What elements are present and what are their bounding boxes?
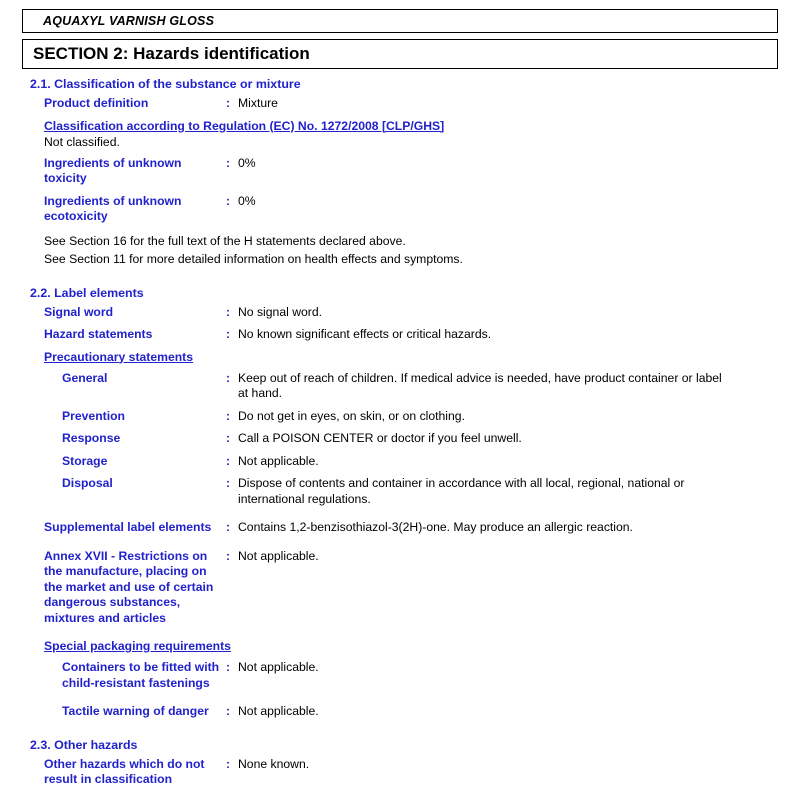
spacer	[30, 508, 778, 520]
disposal-label: Disposal	[62, 476, 113, 490]
spacer	[30, 627, 778, 639]
colon-separator: :	[226, 327, 231, 341]
general-label: General	[62, 370, 108, 385]
colon-separator: :	[226, 431, 231, 445]
colon-separator: :	[226, 408, 231, 423]
product-definition-value: Mixture	[238, 96, 278, 110]
row-prevention	[30, 409, 778, 425]
annex-xvii-label: Annex XVII - Restrictions on the manufacture, placing on the market and use of certain dangerous substances, mixtures and articles	[44, 548, 214, 625]
classification-regulation-link[interactable]: Classification according to Regulation (EC) No. 1272/2008 [CLP/GHS]	[44, 118, 445, 133]
colon-separator: :	[226, 756, 231, 771]
general-value: Keep out of reach of children. If medical advice is needed, have product container or label at hand.	[238, 370, 722, 400]
hazard-statements-value: No known significant effects or critical hazards.	[238, 327, 492, 341]
section-title-box	[22, 39, 778, 69]
special-packaging-link-row	[30, 639, 778, 654]
storage-label: Storage	[62, 453, 108, 468]
row-general	[30, 371, 778, 402]
colon-separator: :	[226, 548, 231, 563]
supplemental-label: Supplemental label elements	[44, 520, 212, 534]
row-annex-xvii	[30, 549, 778, 627]
supplemental-value: Contains 1,2-benzisothiazol-3(2H)-one. May produce an allergic reaction.	[238, 520, 633, 534]
section-title: SECTION 2: Hazards identification	[33, 44, 310, 63]
colon-separator: :	[226, 476, 231, 490]
colon-separator: :	[226, 96, 231, 110]
disposal-value: Dispose of contents and container in accordance with all local, regional, national or international regulations.	[238, 476, 685, 506]
colon-separator: :	[226, 520, 231, 534]
prevention-value: Do not get in eyes, on skin, or on clothing.	[238, 408, 465, 423]
row-disposal	[30, 476, 778, 507]
colon-separator: :	[226, 193, 231, 208]
row-other-hazards	[30, 757, 778, 788]
unknown-ecotoxicity-value: 0%	[238, 193, 256, 208]
row-product-definition	[30, 96, 778, 112]
tactile-warning-value: Not applicable.	[238, 704, 319, 718]
prevention-label: Prevention	[62, 408, 125, 423]
precautionary-statements-link[interactable]: Precautionary statements	[44, 349, 194, 364]
signal-word-label: Signal word	[44, 304, 114, 319]
row-supplemental-label-elements	[30, 520, 778, 536]
child-resistant-label: Containers to be fitted with child-resistant fastenings	[62, 660, 220, 690]
subsection-heading-2-2: 2.2. Label elements	[30, 285, 144, 300]
row-tactile-warning	[30, 704, 778, 720]
classification-link-row	[30, 119, 778, 134]
row-hazard-statements	[30, 327, 778, 343]
colon-separator: :	[226, 660, 231, 674]
colon-separator: :	[226, 304, 231, 319]
colon-separator: :	[226, 155, 231, 170]
spacer	[30, 226, 778, 232]
note-section-11: See Section 11 for more detailed information on health effects and symptoms.	[44, 251, 463, 266]
other-hazards-label: Other hazards which do not result in classification	[44, 756, 205, 786]
signal-word-value: No signal word.	[238, 304, 322, 319]
row-response	[30, 431, 778, 447]
document-header	[22, 9, 778, 33]
special-packaging-requirements-link[interactable]: Special packaging requirements	[44, 639, 231, 653]
hazard-statements-label: Hazard statements	[44, 327, 153, 341]
other-hazards-value: None known.	[238, 756, 310, 771]
section-content	[22, 77, 778, 788]
subsection-heading-2-1: 2.1. Classification of the substance or mixture	[30, 77, 301, 91]
colon-separator: :	[226, 370, 231, 385]
colon-separator: :	[226, 704, 231, 718]
row-storage	[30, 454, 778, 470]
subsection-heading-2-3: 2.3. Other hazards	[30, 737, 138, 752]
product-name: AQUAXYL VARNISH GLOSS	[43, 14, 215, 28]
row-signal-word	[30, 305, 778, 321]
tactile-warning-label: Tactile warning of danger	[62, 704, 209, 718]
colon-separator: :	[226, 453, 231, 468]
storage-value: Not applicable.	[238, 453, 319, 468]
row-unknown-toxicity	[30, 156, 778, 187]
spacer	[30, 692, 778, 704]
row-child-resistant-fastenings	[30, 660, 778, 691]
annex-xvii-value: Not applicable.	[238, 548, 319, 563]
response-label: Response	[62, 431, 121, 445]
note-section-16: See Section 16 for the full text of the H statements declared above.	[44, 233, 406, 248]
precautionary-link-row	[30, 350, 778, 365]
not-classified-text: Not classified.	[44, 134, 120, 149]
unknown-ecotoxicity-label: Ingredients of unknown ecotoxicity	[44, 193, 182, 223]
row-unknown-ecotoxicity	[30, 194, 778, 225]
spacer	[30, 537, 778, 549]
product-definition-label: Product definition	[44, 96, 149, 110]
child-resistant-value: Not applicable.	[238, 660, 319, 674]
unknown-toxicity-label: Ingredients of unknown toxicity	[44, 155, 182, 185]
unknown-toxicity-value: 0%	[238, 155, 256, 170]
response-value: Call a POISON CENTER or doctor if you feel unwell.	[238, 431, 522, 445]
